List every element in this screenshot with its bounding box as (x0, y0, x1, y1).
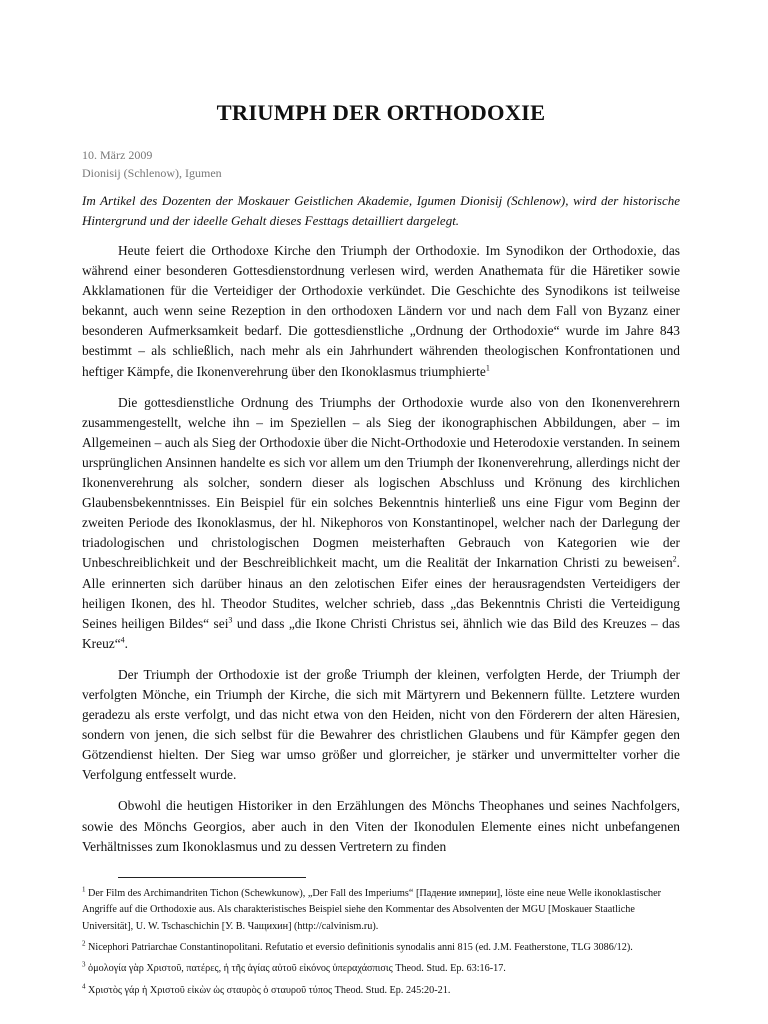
footnote-number: 2 (82, 939, 86, 948)
article-date: 10. März 2009 (82, 148, 153, 162)
footnotes (82, 886, 680, 999)
footnote-1 (82, 886, 680, 935)
footnote-ref-4[interactable]: 4 (120, 635, 125, 645)
footnote-number: 1 (82, 885, 86, 894)
footnote-4 (82, 983, 680, 999)
paragraph-2-text-a: Die gottesdienstliche Ordnung des Triumphs der Orthodoxie wurde also von den Ikonenverehrern zusammengestellt, welche ihn – im Speziellen – als Sieg der ikonographischen Abbildungen, aber – im Allgemeinen – auch als Sieg der Orthodoxie über die Nicht-Orthodoxie und Heterodoxie verstanden. In seinem ursprünglichen Ansinnen handelte es sich vor allem um den Triumph der Ikonenverehrung, allerdings nicht der Ikonenverehrung als solcher, sondern dieser als logischen Abschluss und Krönung des kirchlichen Glaubensbekenntnisses. Ein Beispiel für ein solches Bekenntnis hinterließ uns eine Figur vom Beginn der zweiten Periode des Ikonoklasmus, der hl. Nikephoros von Konstantinopel, welcher nach der Darlegung der triadologischen und christologischen Dogmen meisterhaften Gebrauch von Kategorien wie der Unbeschreiblichkeit und der Beschreiblichkeit macht, um die Realität der Inkarnation Christi zu beweisen (82, 394, 680, 571)
article-title: TRIUMPH DER ORTHODOXIE (216, 100, 546, 125)
paragraph-2-text-b: . Alle erinnerten sich darüber hinaus an den zelotischen Eifer eines der herausragendsten Verteidigers der heiligen Ikonen, des hl. Theodor Studites, welcher schrieb, dass „das Bekenntnis Christi die Verteidigung Seines heiligen Bildes“ sei (82, 555, 680, 631)
paragraph-2-text-d: . (124, 635, 129, 651)
body-paragraph-4: Obwohl die heutigen Historiker in den Erzählungen des Mönchs Theophanes und seines Nachfolgers, sowie des Mönchs Georgios, aber auch in den Viten der Ikonodulen Elemente eines nicht unbefangenen Verhältnisses zum Ikonoklasmus und zu dessen Vertretern zu finden (82, 798, 680, 854)
article-abstract: Im Artikel des Dozenten der Moskauer Geistlichen Akademie, Igumen Dionisij (Schlenow), wird der historische Hintergrund und der ideelle Gehalt dieses Festtags detailliert dargelegt. (82, 193, 680, 228)
footnote-text: ὁμολογία γὰρ Χριστοῦ, πατέρες, ἡ τῆς ἁγίας αὐτοῦ εἰκόνος ὑπεραχάσπισις Theod. Stud. Ep. 63:16-17. (88, 963, 506, 975)
footnote-number: 3 (82, 960, 86, 969)
paragraph-2-text-c: und dass „die Ikone Christi Christus sei, ähnlich wie das Bild des Kreuzes – das Kreuz“ (82, 615, 680, 651)
body-paragraph-1 (82, 241, 680, 382)
article-author: Dionisij (Schlenow), Igumen (82, 166, 222, 180)
footnote-text: Der Film des Archimandriten Tichon (Schewkunow), „Der Fall des Imperiums“ [Падение империи], löste eine neue Welle ikonoklastischer Angriffe auf die Orthodoxie aus. Als charakteristisches Beispiel siehe den Kommentar des Absolventen der MGU [Moskauer Staatliche Universität], U. W. Tschaschichin [У. В. Чащихин] (http://calvinism.ru). (82, 887, 661, 932)
footnote-text: Nicephori Patriarchae Constantinopolitani. Refutatio et eversio definitionis synodalis anni 815 (ed. J.M. Featherstone, TLG 3086/12). (88, 941, 633, 953)
body-paragraph-3: Der Triumph der Orthodoxie ist der große Triumph der kleinen, verfolgten Herde, der Triumph der verfolgten Mönche, ein Triumph der Kirche, die sich mit Märtyrern und Bekennern füllte. Letztere wurden geradezu als erste verfolgt, und das nicht etwa von den Heiden, nicht von den Förderern der alten Häresien, sondern von jenen, die sich selbst für die Bewahrer des christlichen Glaubens und für Kämpfer gegen den Götzendienst hielten. Der Sieg war umso größer und glorreicher, je stärker und unvermittelter vorher die Verfolgung entfesselt wurde. (82, 666, 680, 783)
footnote-ref-2[interactable]: 2 (672, 554, 677, 564)
footnote-2 (82, 940, 680, 956)
body-paragraph-2 (82, 393, 680, 654)
footnote-3 (82, 961, 680, 977)
footnote-number: 4 (82, 982, 86, 991)
footnote-ref-1[interactable]: 1 (485, 363, 490, 373)
footnote-ref-3[interactable]: 3 (228, 615, 233, 625)
paragraph-1-text: Heute feiert die Orthodoxe Kirche den Triumph der Orthodoxie. Im Synodikon der Orthodoxie, das während einer besonderen Gottesdienstordnung verlesen wird, werden Anathemata für die Häretiker sowie Akklamationen für die Verteidiger der Orthodoxie verkündet. Die Geschichte des Synodikons ist teilweise bekannt, auch wenn seine Rezeption in den orthodoxen Ländern vor und nach dem Fall von Byzanz einer besonderen Aufmerksamkeit bedarf. Die gottesdienstliche „Ordnung der Orthodoxie“ wurde im Jahre 843 bestimmt – als schließlich, nach mehr als ein Jahrhundert währenden theologischen Konfrontationen und heftiger Kämpfe, die Ikonenverehrung über den Ikonoklasmus triumphierte (82, 243, 680, 379)
footnote-separator (118, 877, 306, 878)
footnote-text: Χριστὸς γάρ ἡ Χριστοῦ εἰκὼν ὡς σταυρὸς ὁ σταυροῦ τύπος Theod. Stud. Ep. 245:20-21. (88, 984, 451, 996)
